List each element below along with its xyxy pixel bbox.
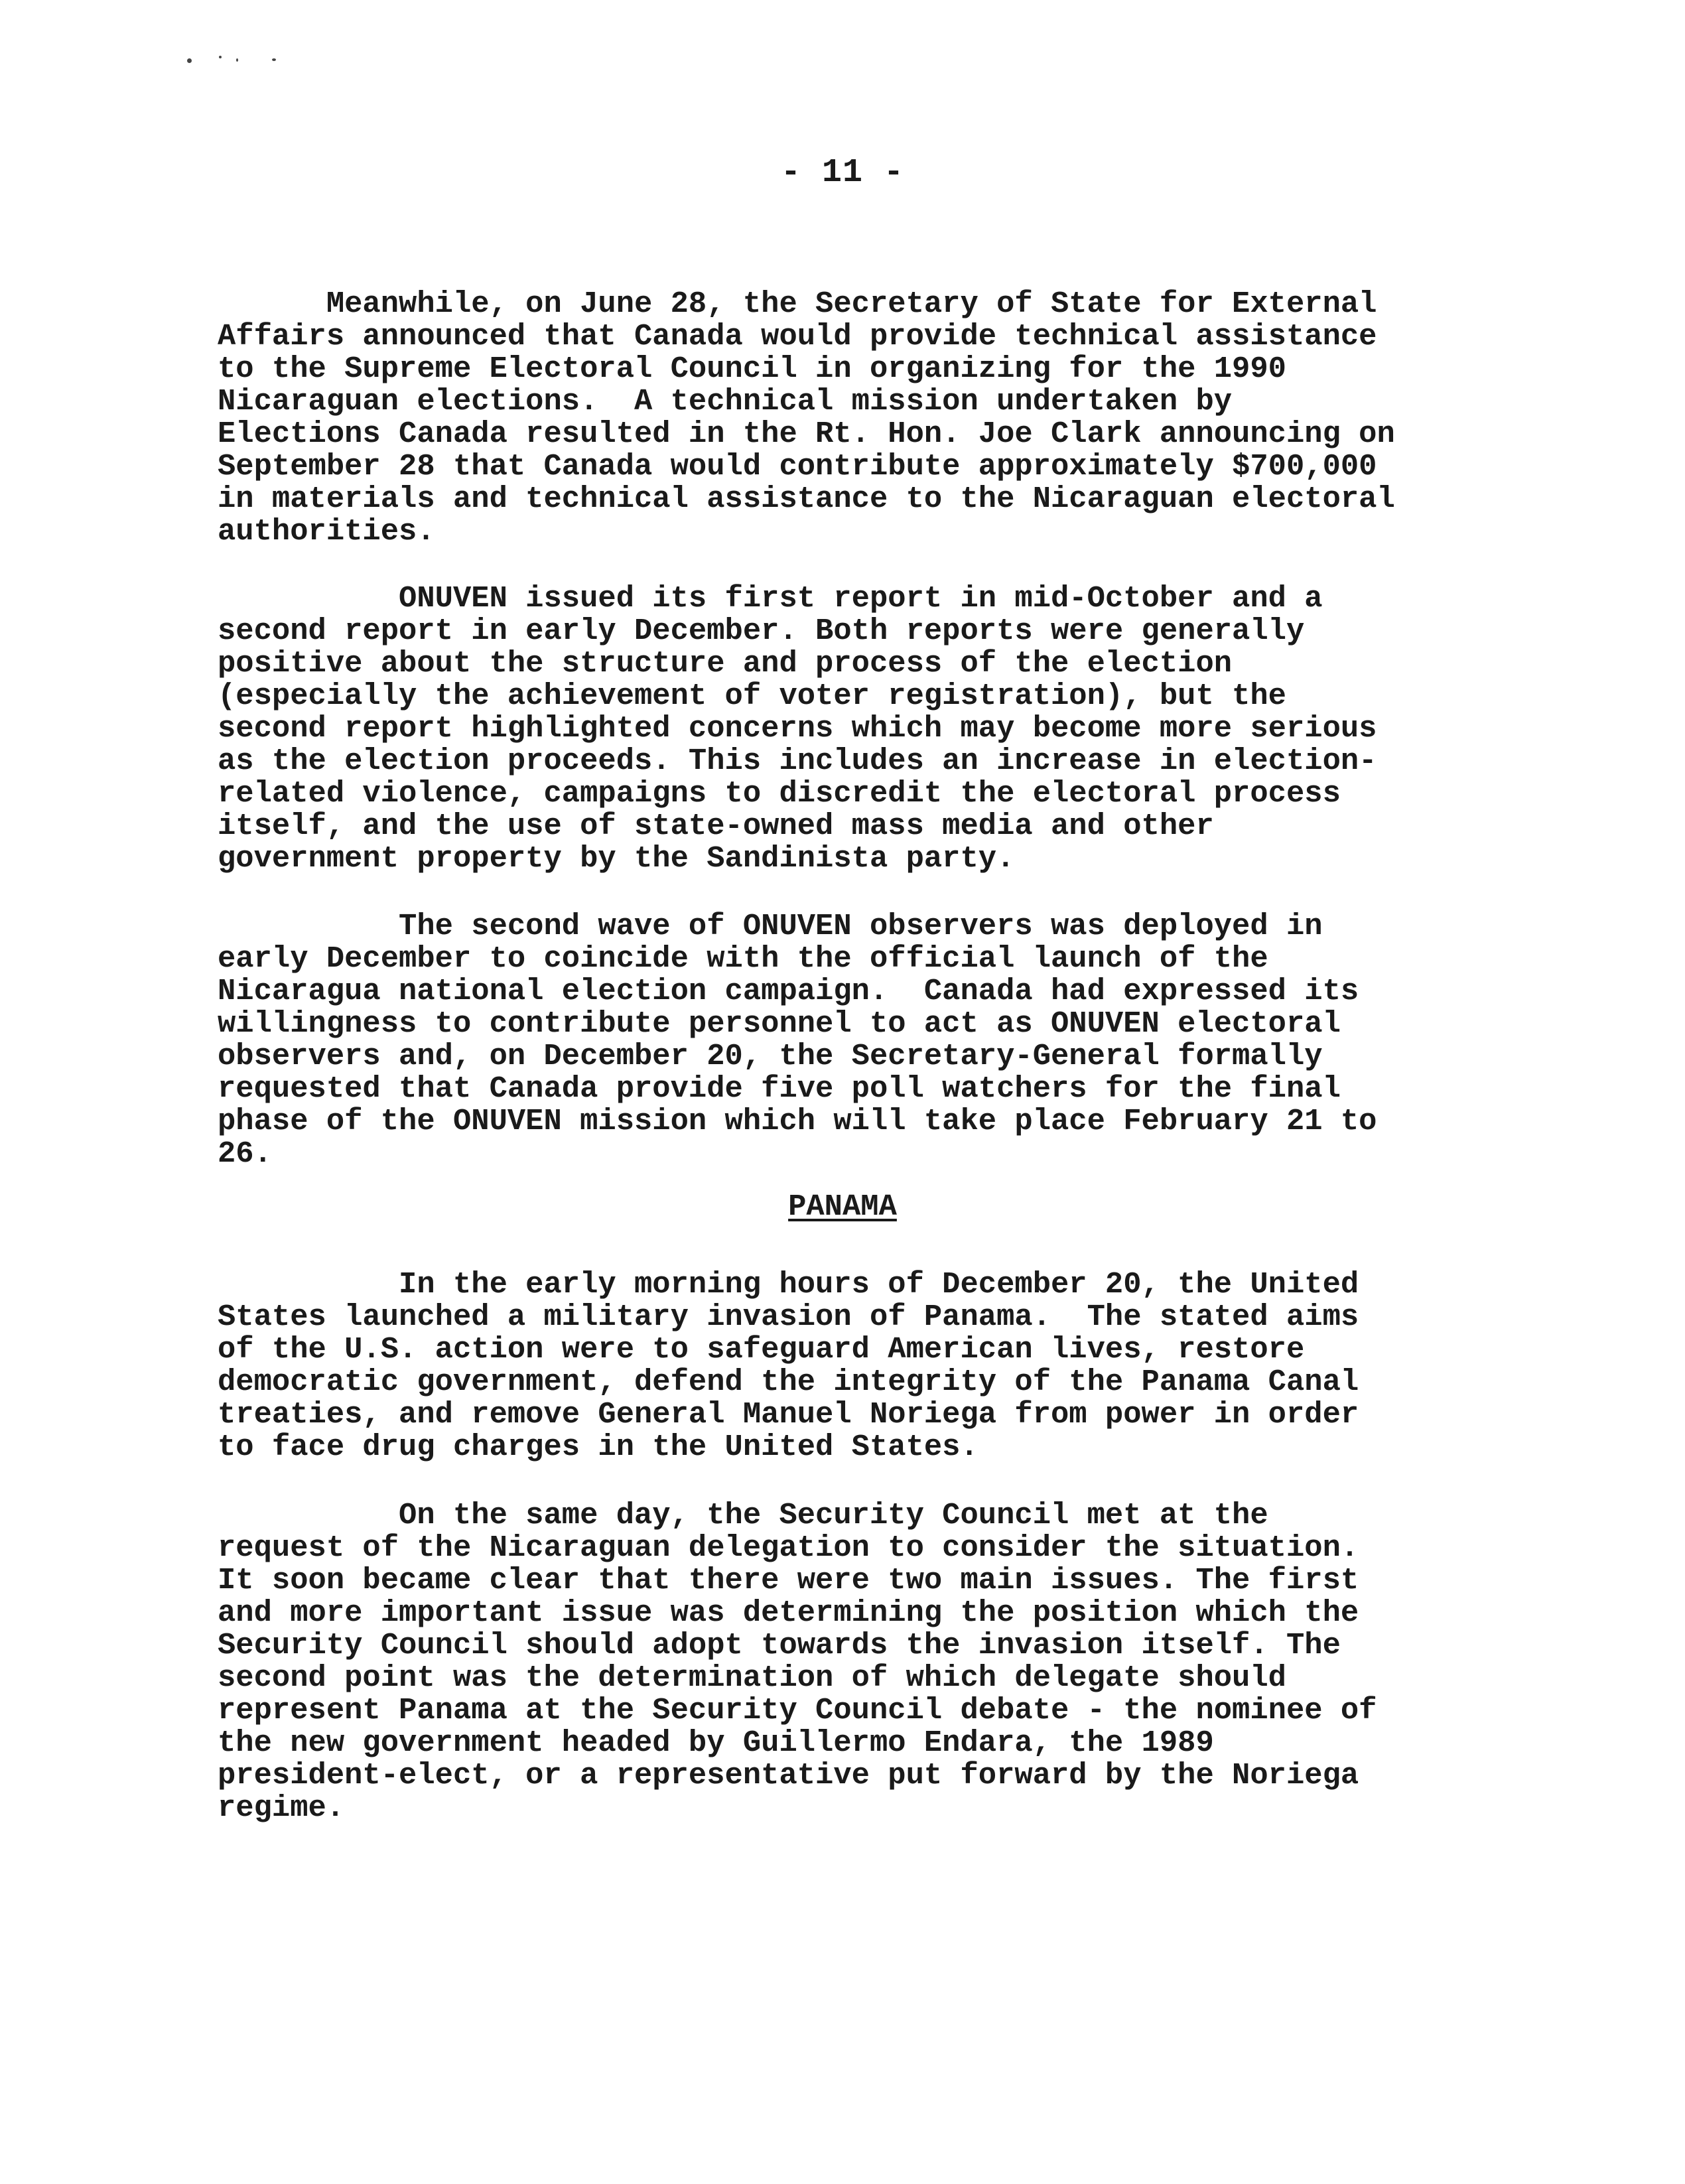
- text-line: requested that Canada provide five poll watchers for the final: [218, 1071, 1341, 1106]
- text-line: positive about the structure and process of the election: [218, 646, 1233, 681]
- paragraph-canada-assistance: [218, 288, 1395, 548]
- text-line: in materials and technical assistance to the Nicaraguan electoral: [218, 482, 1395, 516]
- paragraph-panama-invasion: [218, 1268, 1359, 1464]
- page-number: - 11 -: [780, 154, 905, 192]
- text-line: In the early morning hours of December 20, the United: [218, 1267, 1359, 1302]
- text-line: to the Supreme Electoral Council in organizing for the 1990: [218, 352, 1286, 386]
- text-line: willingness to contribute personnel to act as ONUVEN electoral: [218, 1006, 1341, 1041]
- text-line: treaties, and remove General Manuel Noriega from power in order: [218, 1397, 1359, 1432]
- text-line: September 28 that Canada would contribute approximately $700,000: [218, 449, 1377, 484]
- text-line: second point was the determination of which delegate should: [218, 1661, 1286, 1695]
- text-line: democratic government, defend the integrity of the Panama Canal: [218, 1365, 1359, 1399]
- text-line: related violence, campaigns to discredit the electoral process: [218, 776, 1341, 811]
- text-line: government property by the Sandinista party.: [218, 841, 1015, 876]
- text-line: It soon became clear that there were two main issues. The first: [218, 1563, 1359, 1598]
- text-line: Security Council should adopt towards the invasion itself. The: [218, 1628, 1341, 1663]
- text-line: of the U.S. action were to safeguard American lives, restore: [218, 1332, 1305, 1367]
- text-line: Elections Canada resulted in the Rt. Hon. Joe Clark announcing on: [218, 417, 1395, 451]
- text-line: as the election proceeds. This includes an increase in election-: [218, 744, 1377, 778]
- text-line: On the same day, the Security Council met at the: [218, 1498, 1268, 1533]
- text-line: (especially the achievement of voter registration), but the: [218, 679, 1286, 713]
- text-line: Nicaraguan elections. A technical mission undertaken by: [218, 384, 1233, 419]
- text-line: States launched a military invasion of Panama. The stated aims: [218, 1300, 1359, 1334]
- text-line: to face drug charges in the United States.: [218, 1430, 978, 1464]
- text-line: itself, and the use of state-owned mass media and other: [218, 809, 1214, 843]
- text-line: authorities.: [218, 514, 435, 549]
- scan-speck: [272, 58, 276, 61]
- text-line: second report highlighted concerns which may become more serious: [218, 711, 1377, 746]
- scan-speck: [219, 56, 222, 58]
- text-line: and more important issue was determining the position which the: [218, 1596, 1359, 1630]
- text-line: 26.: [218, 1136, 272, 1171]
- paragraph-onuven-observers: [218, 910, 1377, 1170]
- text-line: observers and, on December 20, the Secretary-General formally: [218, 1039, 1323, 1073]
- text-line: second report in early December. Both reports were generally: [218, 614, 1305, 648]
- text-line: early December to coincide with the official launch of the: [218, 941, 1268, 976]
- section-heading: PANAMA: [788, 1190, 897, 1224]
- text-line: regime.: [218, 1791, 345, 1825]
- text-line: Nicaragua national election campaign. Canada had expressed its: [218, 974, 1359, 1008]
- text-line: Affairs announced that Canada would provide technical assistance: [218, 319, 1377, 354]
- text-line: Meanwhile, on June 28, the Secretary of State for External: [218, 287, 1377, 321]
- paragraph-security-council: [218, 1499, 1377, 1824]
- text-line: ONUVEN issued its first report in mid-October and a: [218, 581, 1323, 616]
- text-line: represent Panama at the Security Council debate - the nominee of: [218, 1693, 1377, 1728]
- scan-speck: [236, 58, 238, 62]
- text-line: request of the Nicaraguan delegation to consider the situation.: [218, 1531, 1359, 1565]
- scan-speck: [187, 58, 192, 63]
- text-line: The second wave of ONUVEN observers was deployed in: [218, 909, 1323, 943]
- text-line: the new government headed by Guillermo Endara, the 1989: [218, 1726, 1214, 1760]
- text-line: president-elect, or a representative put forward by the Noriega: [218, 1758, 1359, 1793]
- text-line: phase of the ONUVEN mission which will take place February 21 to: [218, 1104, 1377, 1138]
- paragraph-onuven-reports: [218, 582, 1377, 875]
